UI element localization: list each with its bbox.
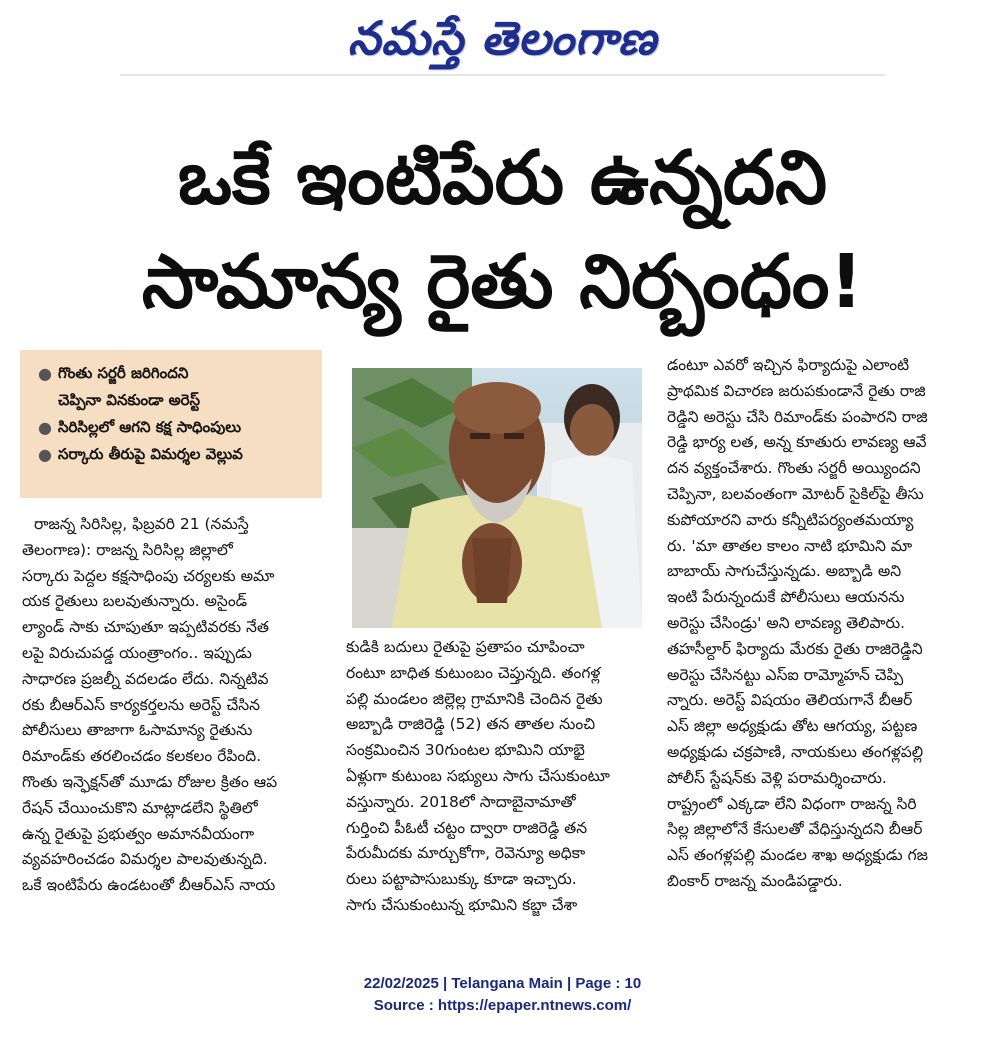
article-line: పల్లి మండలం జిల్లెల్ల గ్రామానికి చెందిన రైతు [346, 689, 603, 708]
article-line: సర్కారు పెద్దల కక్షసాధింపు చర్యలకు అమా [22, 566, 275, 585]
article-line: పోలీస్ స్టేషన్‌కు వెళ్లి పరామర్శించారు. [667, 768, 887, 787]
article-line: పేరుమీదకు మార్చుకోగా, రెవెన్యూ అధికా [346, 844, 586, 863]
highlight-text: చెప్పినా వినకుండా అరెస్ట్ [58, 391, 201, 409]
article-line: అరెస్టు చేసినట్టు ఎస్ఐ రామ్మోహన్ చెప్పి [667, 665, 904, 684]
article-line: వ్యవహరించడం విమర్శల పాలవుతున్నది. [22, 850, 268, 869]
article-line: ఎస్ జిల్లా అధ్యక్షుడు తోట ఆగయ్య, పట్టణ [667, 717, 918, 736]
article-line: గొంతు ఇన్ఫెక్షన్‌తో మూడు రోజుల క్రితం ఆప [22, 772, 278, 791]
article-line: దన వ్యక్తంచేశారు. గొంతు సర్జరీ అయ్యిందని [667, 459, 921, 478]
article-line: రేషన్ చేయించుకొని మాట్లాడలేని స్థితిలో [22, 798, 258, 817]
article-line: రెడ్డి భార్య లత, అన్న కూతురు లావణ్య ఆవే [667, 433, 927, 452]
highlight-item [36, 414, 310, 441]
article-line: యక రైతులు బలవుతున్నారు. అసైండ్ [22, 592, 248, 611]
masthead-divider [120, 74, 885, 76]
article-line: అరెస్టు చేసిండ్రు' అని లావణ్య తెలిపారు. [667, 613, 905, 632]
article-line: బాబాయ్ సాగుచేస్తున్నడు. అబ్బాడి అని [667, 562, 902, 581]
masthead [0, 4, 1005, 72]
article-line: వస్తున్నారు. 2018లో సాదాబైనామాతో [346, 792, 576, 811]
article-line: ఒకే ఇంటిపేరు ఉండటంతో బీఆర్ఎస్ నాయ [22, 876, 276, 895]
article-line: ఎస్ తంగళ్లపల్లి మండల శాఖ అధ్యక్షుడు గజ [667, 846, 928, 865]
article-line: సాధారణ ప్రజల్నీ వదలడం లేదు. నిన్నటివ [22, 669, 269, 688]
article-line: రు. 'మా తాతల కాలం నాటి భూమిని మా [667, 536, 913, 555]
article-line: న్నారు. అరెస్ట్ విషయం తెలియగానే బీఆర్ [667, 691, 913, 710]
article-column-2 [346, 635, 646, 919]
highlight-item [36, 441, 310, 468]
highlight-text: సిరిసిల్లలో ఆగని కక్ష సాధింపులు [58, 418, 242, 436]
article-line: సిల్ల జిల్లాలోనే కేసులతో వేధిస్తున్నదని బీఆర్ [667, 820, 923, 839]
article-line: రకు బీఆర్ఎస్ కార్యకర్తలను అరెస్ట్ చేసిన [22, 695, 261, 714]
highlight-item [36, 360, 310, 387]
article-line: రిమాండ్‌కు తరలించడం కలకలం రేపింది. [22, 747, 262, 766]
article-line: గుర్తించి పీఓటీ చట్టం ద్వారా రాజిరెడ్డి తన [346, 818, 588, 837]
footer-source: Source : https://epaper.ntnews.com/ [373, 997, 632, 1014]
article-line: కుడికి బదులు రైతుపై ప్రతాపం చూపించా [346, 638, 585, 656]
article-line: కుపోయారని వారు కన్నీటిపర్యంతమయ్యా [667, 510, 914, 529]
bullet-icon: ● [38, 364, 52, 383]
article-column-3 [667, 353, 983, 895]
article-column-1 [22, 512, 322, 899]
article-line: సాగు చేసుకుంటున్న భూమిని కబ్జా చేశా [346, 895, 578, 914]
article-line: సంక్రమించిన 30గుంటల భూమిని యాభై [346, 741, 585, 760]
bullet-icon: ● [38, 418, 52, 437]
farmer-photo [352, 368, 642, 628]
article-line: ఏళ్లుగా కుటుంబ సభ్యులు సాగు చేసుకుంటూ [346, 766, 610, 785]
highlight-text: సర్కారు తీరుపై విమర్శల వెల్లువ [58, 445, 243, 463]
headline-line-1: ఒకే ఇంటిపేరు ఉన్నదని [177, 135, 828, 221]
article-line: రాష్ట్రంలో ఎక్కడా లేని విధంగా రాజన్న సిరి [667, 794, 917, 813]
footer-date-page: 22/02/2025 | Telangana Main | Page : 10 [363, 975, 642, 992]
article-line: రంటూ బాధిత కుటుంబం చెప్తున్నది. తంగళ్ల [346, 663, 601, 682]
bullet-icon: ● [38, 445, 52, 464]
article-line: ల్యాండ్ సాకు చూపుతూ ఇప్పటివరకు నేత [22, 618, 269, 637]
headline-line-2: సామాన్య రైతు నిర్బంధం! [141, 239, 864, 325]
highlights-box [20, 350, 322, 498]
article-line: ప్రాథమిక విచారణ జరుపకుండానే రైతు రాజి [667, 381, 926, 400]
article-line: రులు పట్టాపాసుబుక్కు కూడా ఇచ్చారు. [346, 870, 577, 889]
article-line: అబ్బాడి రాజిరెడ్డి (52) తన తాతల నుంచి [346, 715, 596, 734]
article-line: తెలంగాణ): రాజన్న సిరిసిల్ల జిల్లాలో [22, 540, 233, 559]
article-line: తహసీల్దార్ ఫిర్యాదు మేరకు రైతు రాజిరెడ్డిని [667, 639, 923, 658]
highlight-item-continued [36, 387, 310, 414]
article-line: చెప్పినా, బలవంతంగా మోటర్ సైకిల్‌పై తీసు [667, 484, 924, 503]
article-line: లపై విరుచుపడ్డ యంత్రాంగం.. ఇప్పుడు [22, 643, 252, 662]
article-line: డంటూ ఎవరో ఇచ్చిన ఫిర్యాదుపై ఎలాంటి [667, 356, 910, 374]
article-line: రెడ్డిని అరెస్టు చేసి రిమాండ్‌కు పంపారని రాజి [667, 407, 928, 426]
article-line: అధ్యక్షుడు చక్రపాణి, నాయకులు తంగళ్లపల్లి [667, 742, 924, 761]
highlight-text: గొంతు సర్జరీ జరిగిందని [58, 364, 189, 382]
article-line: బింకార్ రాజన్న మండిపడ్డారు. [667, 871, 843, 890]
article-line: ఇంటి పేరున్నందుకే పోలీసులు ఆయనను [667, 588, 905, 607]
article-line: రాజన్న సిరిసిల్ల, ఫిబ్రవరి 21 (నమస్తే [34, 515, 249, 533]
article-line: పోలీసులు తాజాగా ఓసామాన్య రైతును [22, 721, 253, 740]
newspaper-logo: నమస్తే తెలంగాణ [347, 11, 658, 65]
article-line: ఉన్న రైతుపై ప్రభుత్వం అమానవీయంగా [22, 824, 255, 843]
